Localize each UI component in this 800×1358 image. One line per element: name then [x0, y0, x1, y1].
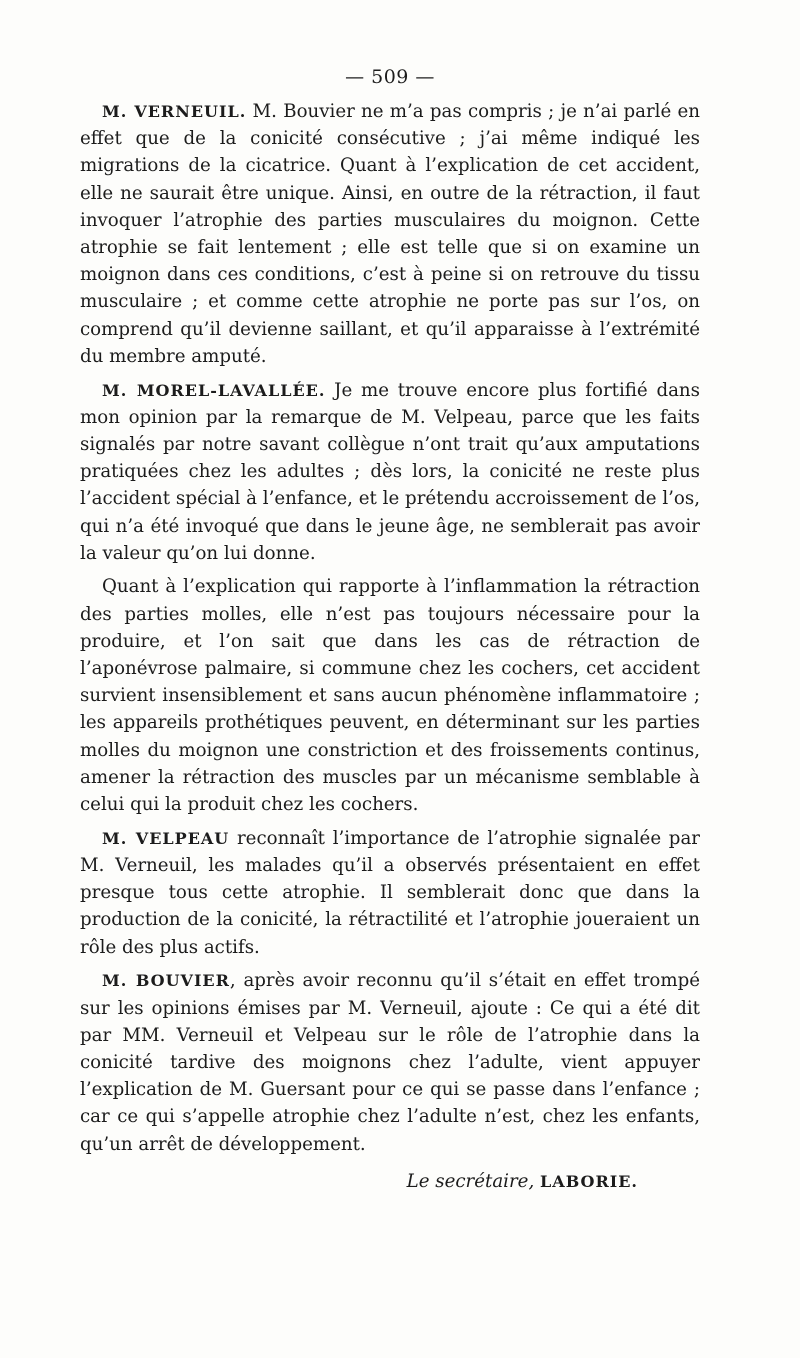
paragraph-text: Je me trouve encore plus fortifié dans mon opinion par la remarque de M. Velpeau, parce que les faits signalés par notre savant collègue n’ont trait qu’aux amputations pratiquées chez les adultes ; dès lors, la conicité ne reste plus l’accident spécial à l’enfance, et le prétendu accroissement de l’os, qui n’a été invoqué que dans le jeune âge, ne semblerait pas avoir la valeur qu’on lui donne. [80, 379, 700, 564]
signature [80, 1168, 700, 1195]
speaker-name: M. VERNEUIL. [102, 102, 247, 121]
paragraph-velpeau [80, 825, 700, 961]
paragraph-verneuil [80, 98, 700, 370]
signature-name: LABORIE. [540, 1171, 638, 1191]
paragraph-text: reconnaît l’importance de l’atrophie signalée par M. Verneuil, les malades qu’il a observés présentaient en effet presque tous cette atrophie. Il semblerait donc que dans la production de la conicité, la rétractilité et l’atrophie joueraient un rôle des plus actifs. [80, 827, 700, 958]
paragraph-text: M. Bouvier ne m’a pas compris ; je n’ai parlé en effet que de la conicité consécutive ; j’ai même indiqué les migrations de la cicatrice. Quant à l’explication de cet accident, elle ne saurait être unique. Ainsi, en outre de la rétraction, il faut invoquer l’atrophie des parties musculaires du moignon. Cette atrophie se fait lentement ; elle est telle que si on examine un moignon dans ces conditions, c’est à peine si on retrouve du tissu musculaire ; et comme cette atrophie ne porte pas sur l’os, on comprend qu’il devienne saillant, et qu’il apparaisse à l’extrémité du membre amputé. [80, 101, 700, 367]
speaker-name: M. VELPEAU [102, 828, 230, 848]
paragraph-text: , après avoir reconnu qu’il s’était en effet trompé sur les opinions émises par M. Verneuil, ajoute : Ce qui a été dit par MM. Verneuil et Velpeau sur le rôle de l’atrophie dans la conicité tardive des moignons chez l’adulte, vient appuyer l’explication de M. Guersant pour ce qui se passe dans l’enfance ; car ce qui s’appelle atrophie chez l’adulte n’est, chez les enfants, qu’un arrêt de développement. [80, 970, 701, 1155]
paragraph-bouvier [80, 967, 700, 1157]
page-number: — 509 — [345, 66, 435, 88]
paragraph-morel-lavallee [80, 377, 700, 567]
paragraph-morel-lavallee-cont [80, 573, 700, 818]
paragraph-text: Quant à l’explication qui rapporte à l’inflammation la rétraction des parties molles, elle n’est pas toujours nécessaire pour la produire, et l’on sait que dans les cas de rétraction de l’aponévrose palmaire, si commune chez les cochers, cet accident survient insensiblement et sans aucun phénomène inflammatoire ; les appareils prothétiques peuvent, en déterminant sur les parties molles du moignon une constriction et des froissements continus, amener la rétraction des muscles par un mécanisme semblable à celui qui la produit chez les cochers. [80, 576, 700, 816]
body-text [80, 98, 700, 1195]
speaker-name: M. MOREL-LAVALLÉE. [102, 380, 326, 400]
speaker-name: M. BOUVIER [102, 971, 230, 991]
signature-role: Le secrétaire, [406, 1170, 535, 1192]
